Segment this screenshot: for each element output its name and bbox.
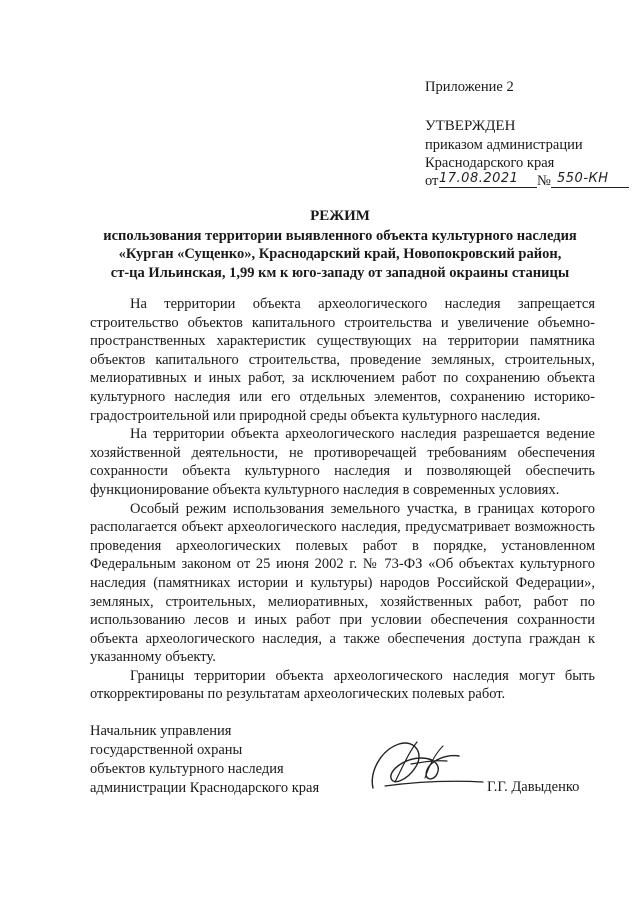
number-underline: [551, 187, 629, 188]
number-sign: №: [537, 173, 551, 189]
title-line-1: использования территории выявленного объекта культурного наследия: [103, 227, 577, 244]
order-line-1: приказом администрации: [425, 137, 583, 153]
signatory-line-1: Начальник управления: [90, 723, 232, 739]
signatory-line-4: администрации Краснодарского края: [90, 780, 320, 796]
signatory-title: [90, 722, 319, 798]
paragraph-3: Особый режим использования земельного участка, в границах которого располагается объект археологического наследия, предусматривает возможность проведения археологических полевых работ в порядке, установленном Федеральным законом от 25 июня 2002 г. № 73-ФЗ «Об объектах культурного наследия (памятниках истории и культуры) народов Российской Федерации», земляных, строительных, мелиоративных, хозяйственных работ, работ по использованию лесов и иных работ при условии обеспечения сохранности объекта археологического наследия, а также обеспечения доступа граждан к указанному объекту.: [90, 500, 595, 666]
order-date-line: [425, 172, 630, 192]
paragraph-4: Границы территории объекта археологического наследия могут быть откорректированы по результатам археологических полевых работ.: [90, 667, 595, 703]
document-body: [90, 295, 595, 704]
document-title: [70, 207, 610, 282]
date-underline: [439, 187, 537, 188]
handwritten-date: 17.08.2021: [439, 171, 519, 186]
appendix-label: Приложение 2: [425, 79, 514, 95]
handwritten-number: 550-КН: [557, 171, 609, 186]
paragraph-2: На территории объекта археологического наследия разрешается ведение хозяйственной деятельности, не противоречащей требованиям обеспечения сохранности объекта культурного наследия и позволяющей обеспечить функционирование объекта культурного наследия в современных условиях.: [90, 426, 595, 498]
date-prefix: от: [425, 173, 439, 189]
handwritten-signature: [365, 736, 485, 798]
approved-label: УТВЕРЖДЕН: [425, 118, 516, 134]
signatory-name: Г.Г. Давыденко: [487, 779, 580, 795]
title-line-3: ст-ца Ильинская, 1,99 км к юго-западу от западной окраины станицы: [110, 264, 570, 281]
signatory-line-3: объектов культурного наследия: [90, 761, 284, 777]
title-line-2: «Курган «Сущенко», Краснодарский край, Новопокровский район,: [118, 246, 562, 262]
signatory-line-2: государственной охраны: [90, 742, 243, 758]
order-line-2: Краснодарского края: [425, 155, 555, 171]
title-main: РЕЖИМ: [310, 208, 370, 224]
paragraph-1: На территории объекта археологического наследия запрещается строительство объектов капитального строительства и увеличение объемно-пространственных характеристик существующих на территории памятника объектов капитального строительства, проведение земляных, строительных, мелиоративных и иных работ, за исключением работ по сохранению объекта культурного наследия или его отдельных элементов, сохранению историко-градостроительной или природной среды объекта культурного наследия.: [90, 296, 595, 424]
